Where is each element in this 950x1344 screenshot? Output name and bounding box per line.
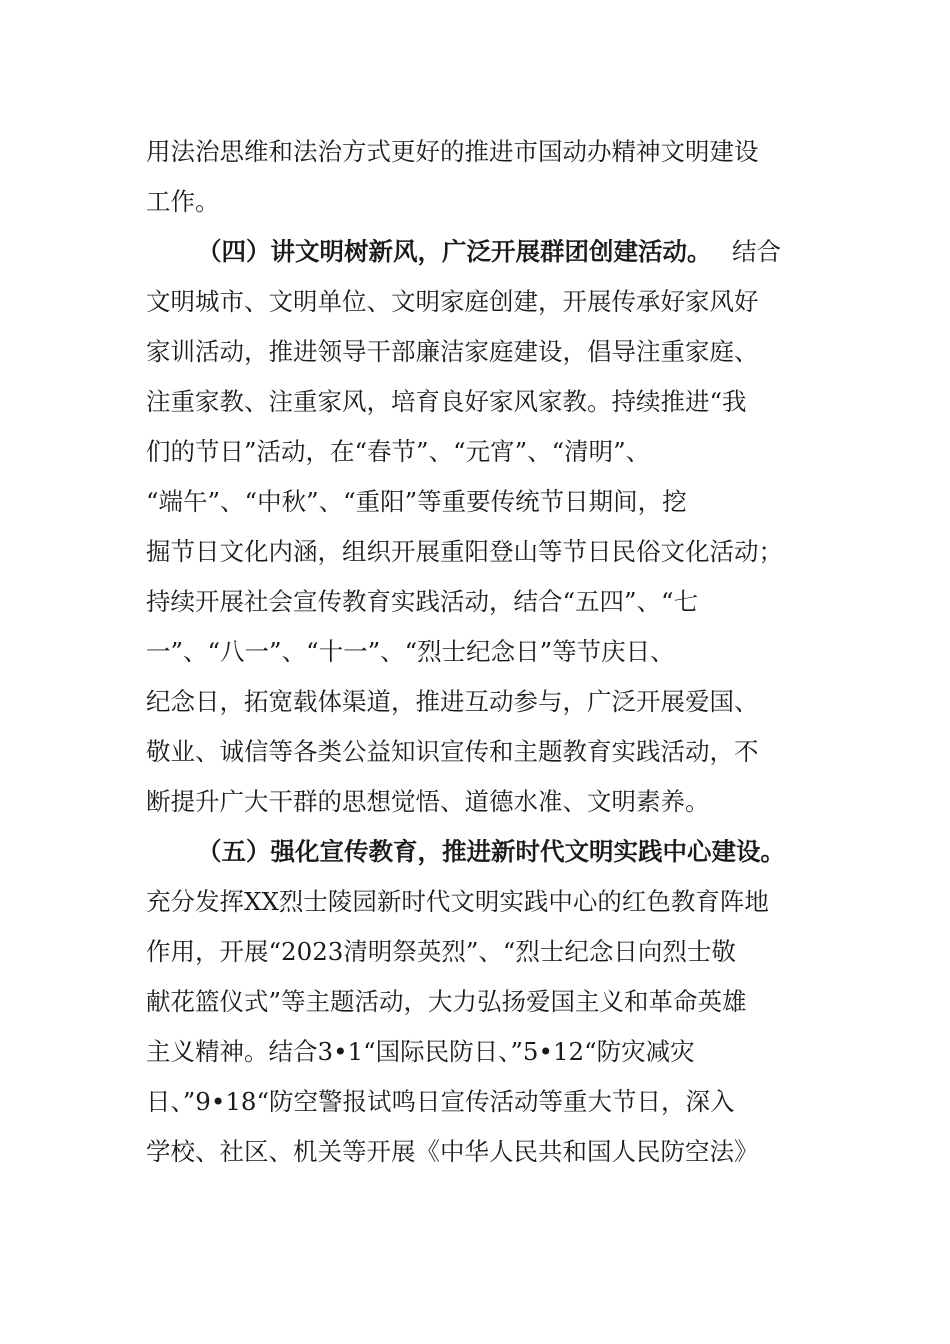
text-line: 注重家教、注重家风，培育良好家风家教。持续推进“我 xyxy=(146,387,747,416)
text-line: 献花篮仪式”等主题活动，大力弘扬爱国主义和革命英雄 xyxy=(146,987,747,1016)
text-line: 持续开展社会宣传教育实践活动，结合“五四”、“七 xyxy=(146,587,699,616)
text-line: 文明城市、文明单位、文明家庭创建，开展传承好家风好 xyxy=(146,287,759,316)
text-line: “端午”、“中秋”、“重阳”等重要传统节日期间，挖 xyxy=(146,487,687,516)
text-line: 们的节日”活动，在“春节”、“元宵”、“清明”、 xyxy=(146,437,651,466)
text-line: 工作。 xyxy=(146,187,220,216)
text-line: 用法治思维和法治方式更好的推进市国动办精神文明建设 xyxy=(146,137,759,166)
text-line: 敬业、诚信等各类公益知识宣传和主题教育实践活动，不 xyxy=(146,737,759,766)
text-line: 掘节日文化内涵，组织开展重阳登山等节日民俗文化活动； xyxy=(146,537,783,566)
text-line: 结合 xyxy=(732,237,781,266)
text-line: 充分发挥XX烈士陵园新时代文明实践中心的红色教育阵地 xyxy=(146,887,769,916)
text-line: 断提升广大干群的思想觉悟、道德水准、文明素养。 xyxy=(146,787,710,816)
section-heading-5: （五）强化宣传教育，推进新时代文明实践中心建设。 xyxy=(197,837,785,866)
section-heading-4: （四）讲文明树新风，广泛开展群团创建活动。 xyxy=(197,237,712,266)
text-line: 一”、“八一”、“十一”、“烈士纪念日”等节庆日、 xyxy=(146,637,675,666)
text-line: 学校、社区、机关等开展《中华人民共和国人民防空法》 xyxy=(146,1137,759,1166)
text-line: 日、”9•18“防空警报试鸣日宣传活动等重大节日，深入 xyxy=(146,1087,735,1116)
text-line: 主义精神。结合3•1“国际民防日、”5•12“防灾减灾 xyxy=(146,1037,695,1066)
text-line: 家训活动，推进领导干部廉洁家庭建设，倡导注重家庭、 xyxy=(146,337,759,366)
text-line: 作用，开展“2023清明祭英烈”、“烈士纪念日向烈士敬 xyxy=(146,937,736,966)
text-line: 纪念日，拓宽载体渠道，推进互动参与，广泛开展爱国、 xyxy=(146,687,759,716)
